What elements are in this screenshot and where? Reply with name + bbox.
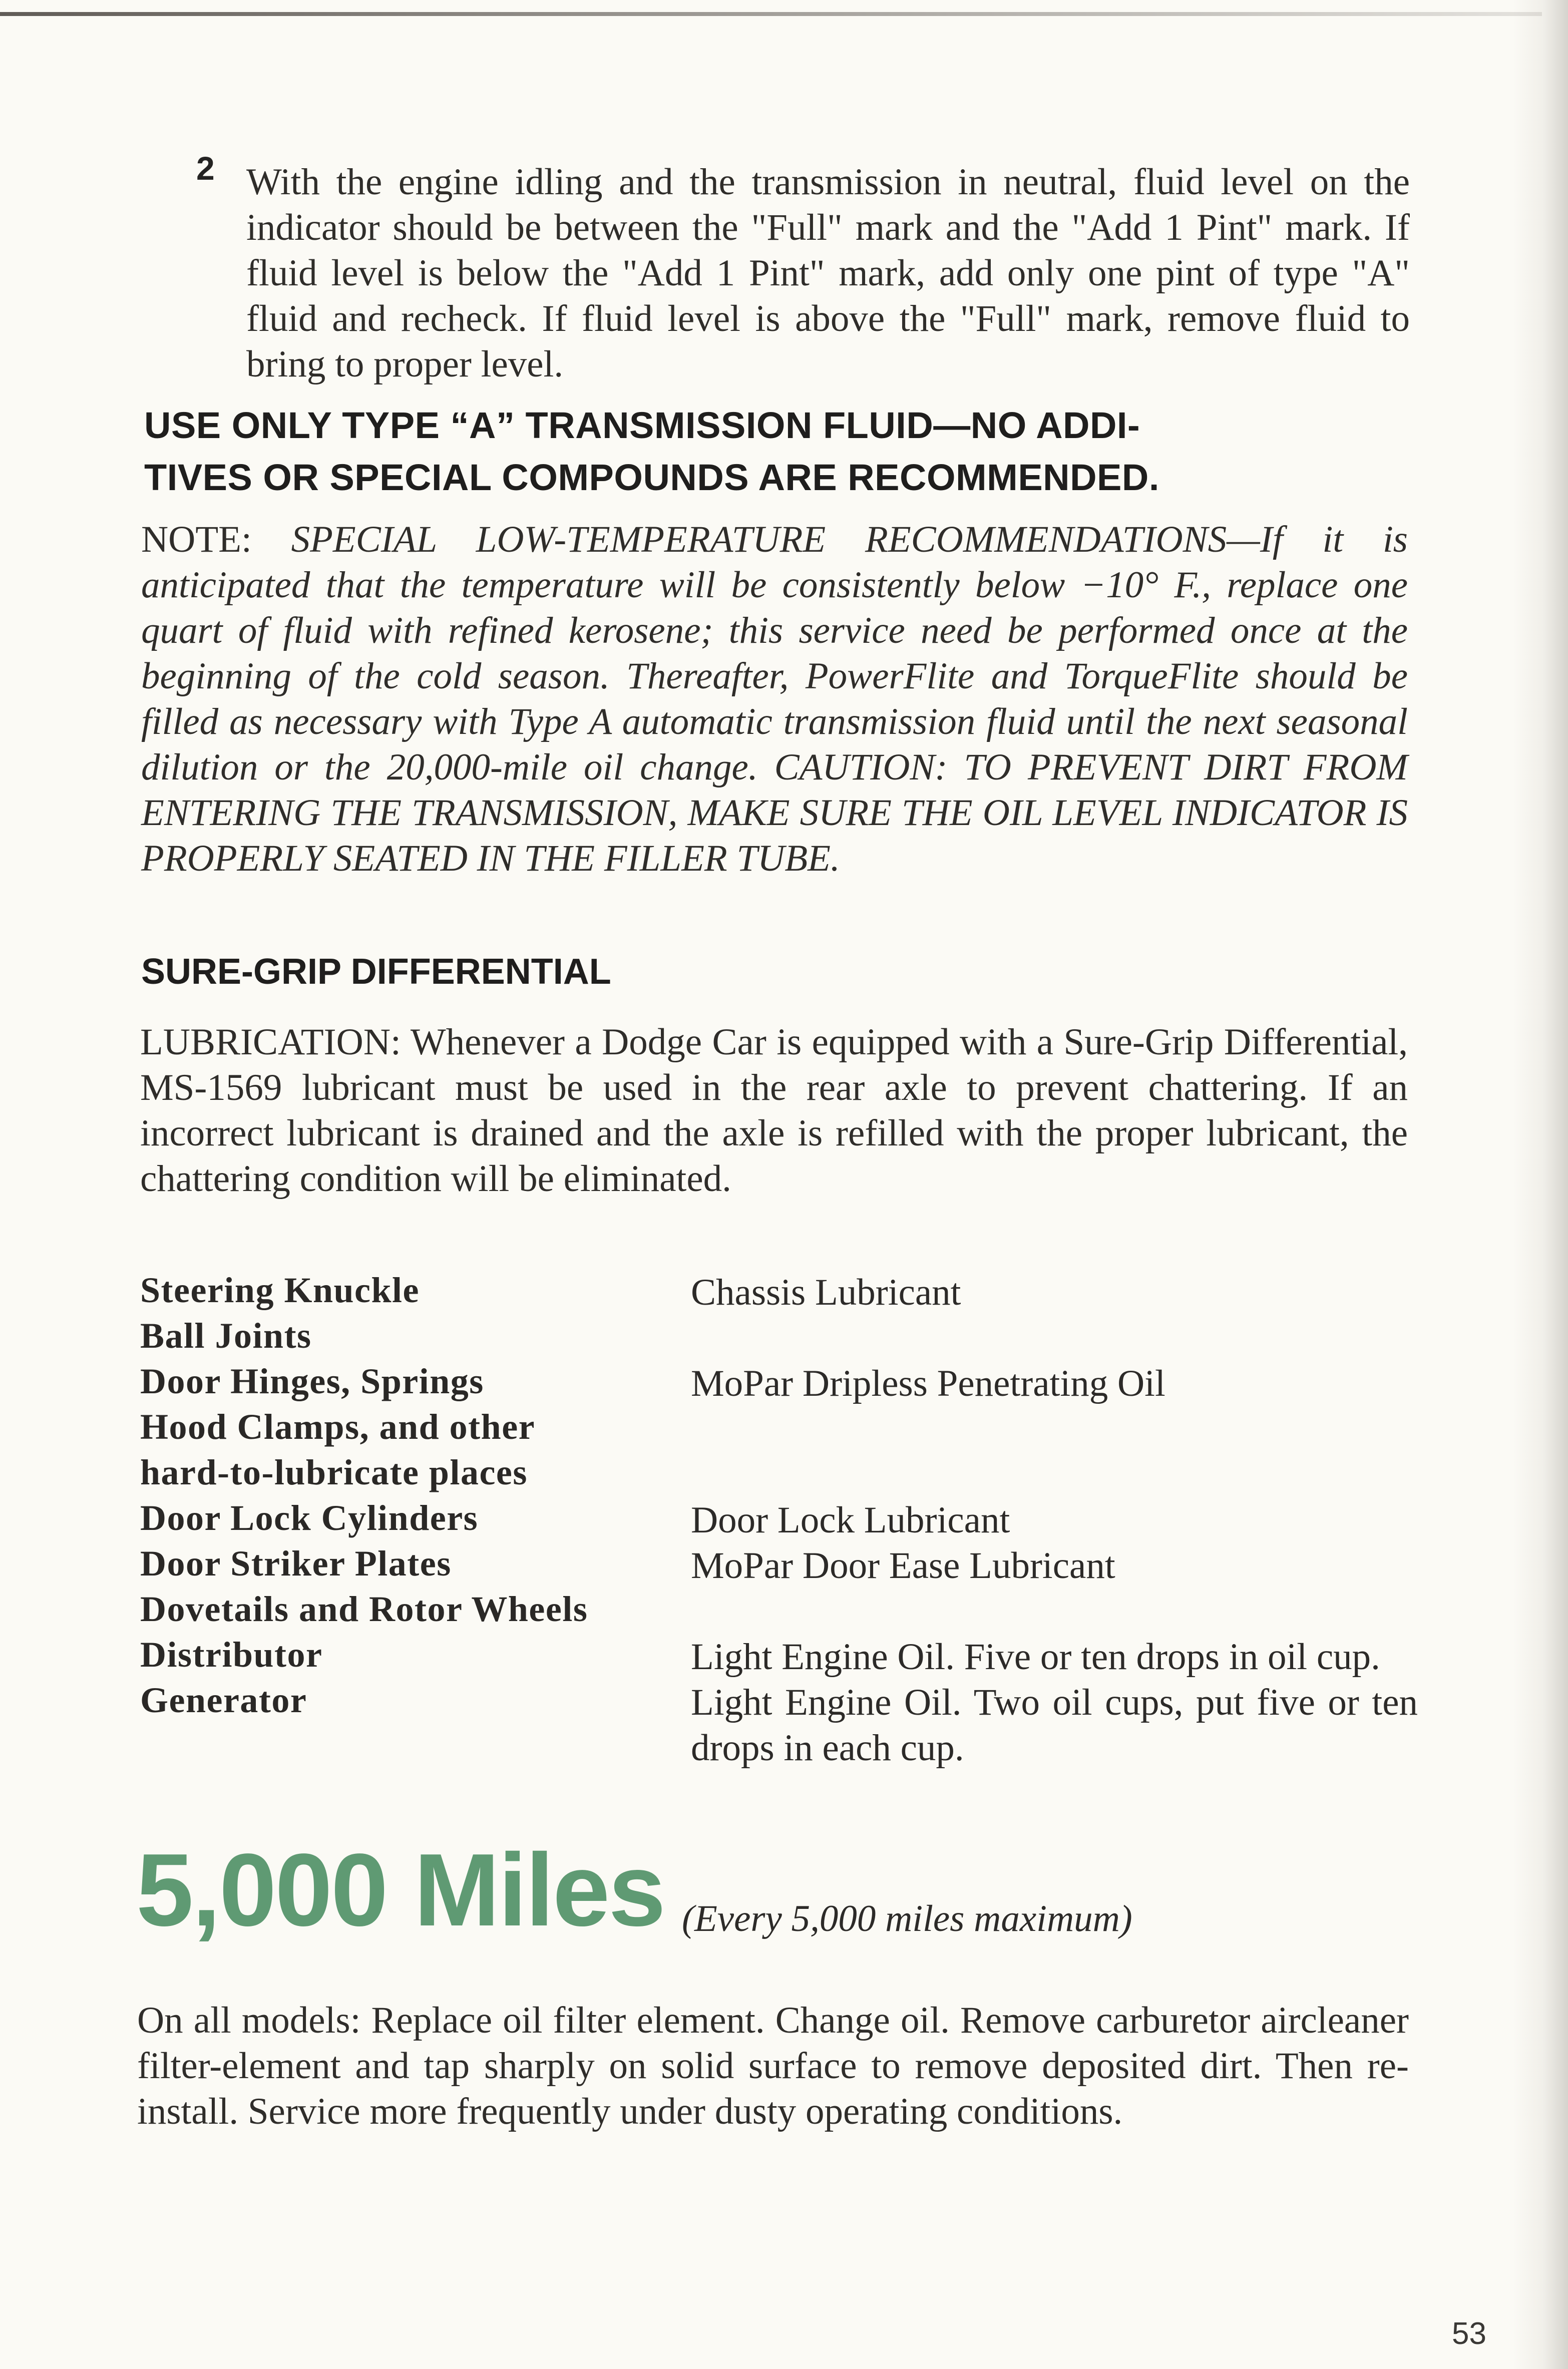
table-row: [140, 1361, 1422, 1406]
lubrication-point: Generator: [140, 1680, 307, 1720]
lubrication-point: Distributor: [140, 1635, 323, 1675]
lubrication-point: Hood Clamps, and other: [140, 1407, 536, 1447]
table-row: [140, 1680, 1422, 1769]
lubrication-point: Steering Knuckle: [140, 1270, 420, 1310]
low-temperature-note: [141, 517, 1408, 881]
sure-grip-heading: SURE-GRIP DIFFERENTIAL: [141, 952, 611, 992]
lubricant-type: MoPar Dripless Penetrating Oil: [691, 1363, 1165, 1404]
lubricant-type: Light Engine Oil. Two oil cups, put five or ten drops in each cup.: [691, 1682, 1418, 1769]
table-row: [140, 1634, 1422, 1680]
step-number: 2: [196, 150, 215, 187]
table-row: [140, 1589, 1422, 1634]
mileage-note: (Every 5,000 miles maximum): [682, 1898, 1132, 1939]
sure-grip-text: LUBRICATION: Whenever a Dodge Car is equipped with a Sure-Grip Differential, MS-1569 lubricant must be used in the rear axle to prevent chattering. If an incorrect lubricant is drained and the axle is refilled with the proper lubricant, the chattering condition will be eliminated.: [140, 1021, 1408, 1200]
lubrication-point: Door Striker Plates: [140, 1543, 452, 1584]
lubrication-table: [140, 1270, 1422, 1769]
mileage-service-text: On all models: Replace oil filter element. Change oil. Remove carburetor aircleaner filter-element and tap sharply on solid surface to remove deposited dirt. Then re-install. Service more frequently under dusty operating conditions.: [137, 2000, 1409, 2132]
page-top-edge: [0, 12, 1542, 16]
table-row: [140, 1315, 1422, 1361]
lubricant-type: MoPar Door Ease Lubricant: [691, 1545, 1115, 1587]
table-row: [140, 1497, 1422, 1543]
mileage-heading: 5,000 Miles: [136, 1832, 664, 1947]
warning-line-2: TIVES OR SPECIAL COMPOUNDS ARE RECOMMENDED.: [144, 457, 1159, 498]
warning-line-1: USE ONLY TYPE “A” TRANSMISSION FLUID—NO ADDI-: [144, 405, 1140, 446]
lubrication-point: Dovetails and Rotor Wheels: [140, 1589, 588, 1629]
table-row: [140, 1452, 1422, 1497]
step-text: With the engine idling and the transmission in neutral, fluid level on the indicator should be between the "Full" mark and the "Add 1 Pint" mark. If fluid level is below the "Add 1 Pint" mark, add only one pint of type "A" fluid and recheck. If fluid level is above the "Full" mark, remove fluid to bring to proper level.: [246, 161, 1410, 385]
note-body: SPECIAL LOW-TEMPERATURE RECOMMENDATIONS—If it is anticipated that the temperature will be consistently below −10° F., replace one quart of fluid with refined kerosene; this service need be performed once at the beginning of the cold season. Thereafter, PowerFlite and TorqueFlite should be filled as necessary with Type A automatic transmission fluid until the next seasonal dilution or the 20,000-mile oil change. CAUTION: TO PREVENT DIRT FROM ENTERING THE TRANSMISSION, MAKE SURE THE OIL LEVEL INDICATOR IS PROPERLY SEATED IN THE FILLER TUBE.: [141, 519, 1408, 879]
table-row: [140, 1406, 1422, 1452]
note-lead: NOTE:: [141, 519, 291, 560]
page-number: 53: [1452, 2316, 1486, 2351]
lubrication-point: Ball Joints: [140, 1316, 312, 1356]
table-row: [140, 1543, 1422, 1589]
table-row: [140, 1270, 1422, 1315]
lubrication-point: hard-to-lubricate places: [140, 1452, 528, 1492]
page-edge-shadow: [1513, 0, 1568, 2369]
lubrication-point: Door Hinges, Springs: [140, 1361, 484, 1401]
lubricant-type: Light Engine Oil. Five or ten drops in oil cup.: [691, 1636, 1380, 1678]
lubricant-type: Door Lock Lubricant: [691, 1499, 1010, 1541]
transmission-fluid-warning: [144, 400, 1406, 504]
lubrication-point: Door Lock Cylinders: [140, 1498, 479, 1538]
lubricant-type: Chassis Lubricant: [691, 1272, 961, 1313]
